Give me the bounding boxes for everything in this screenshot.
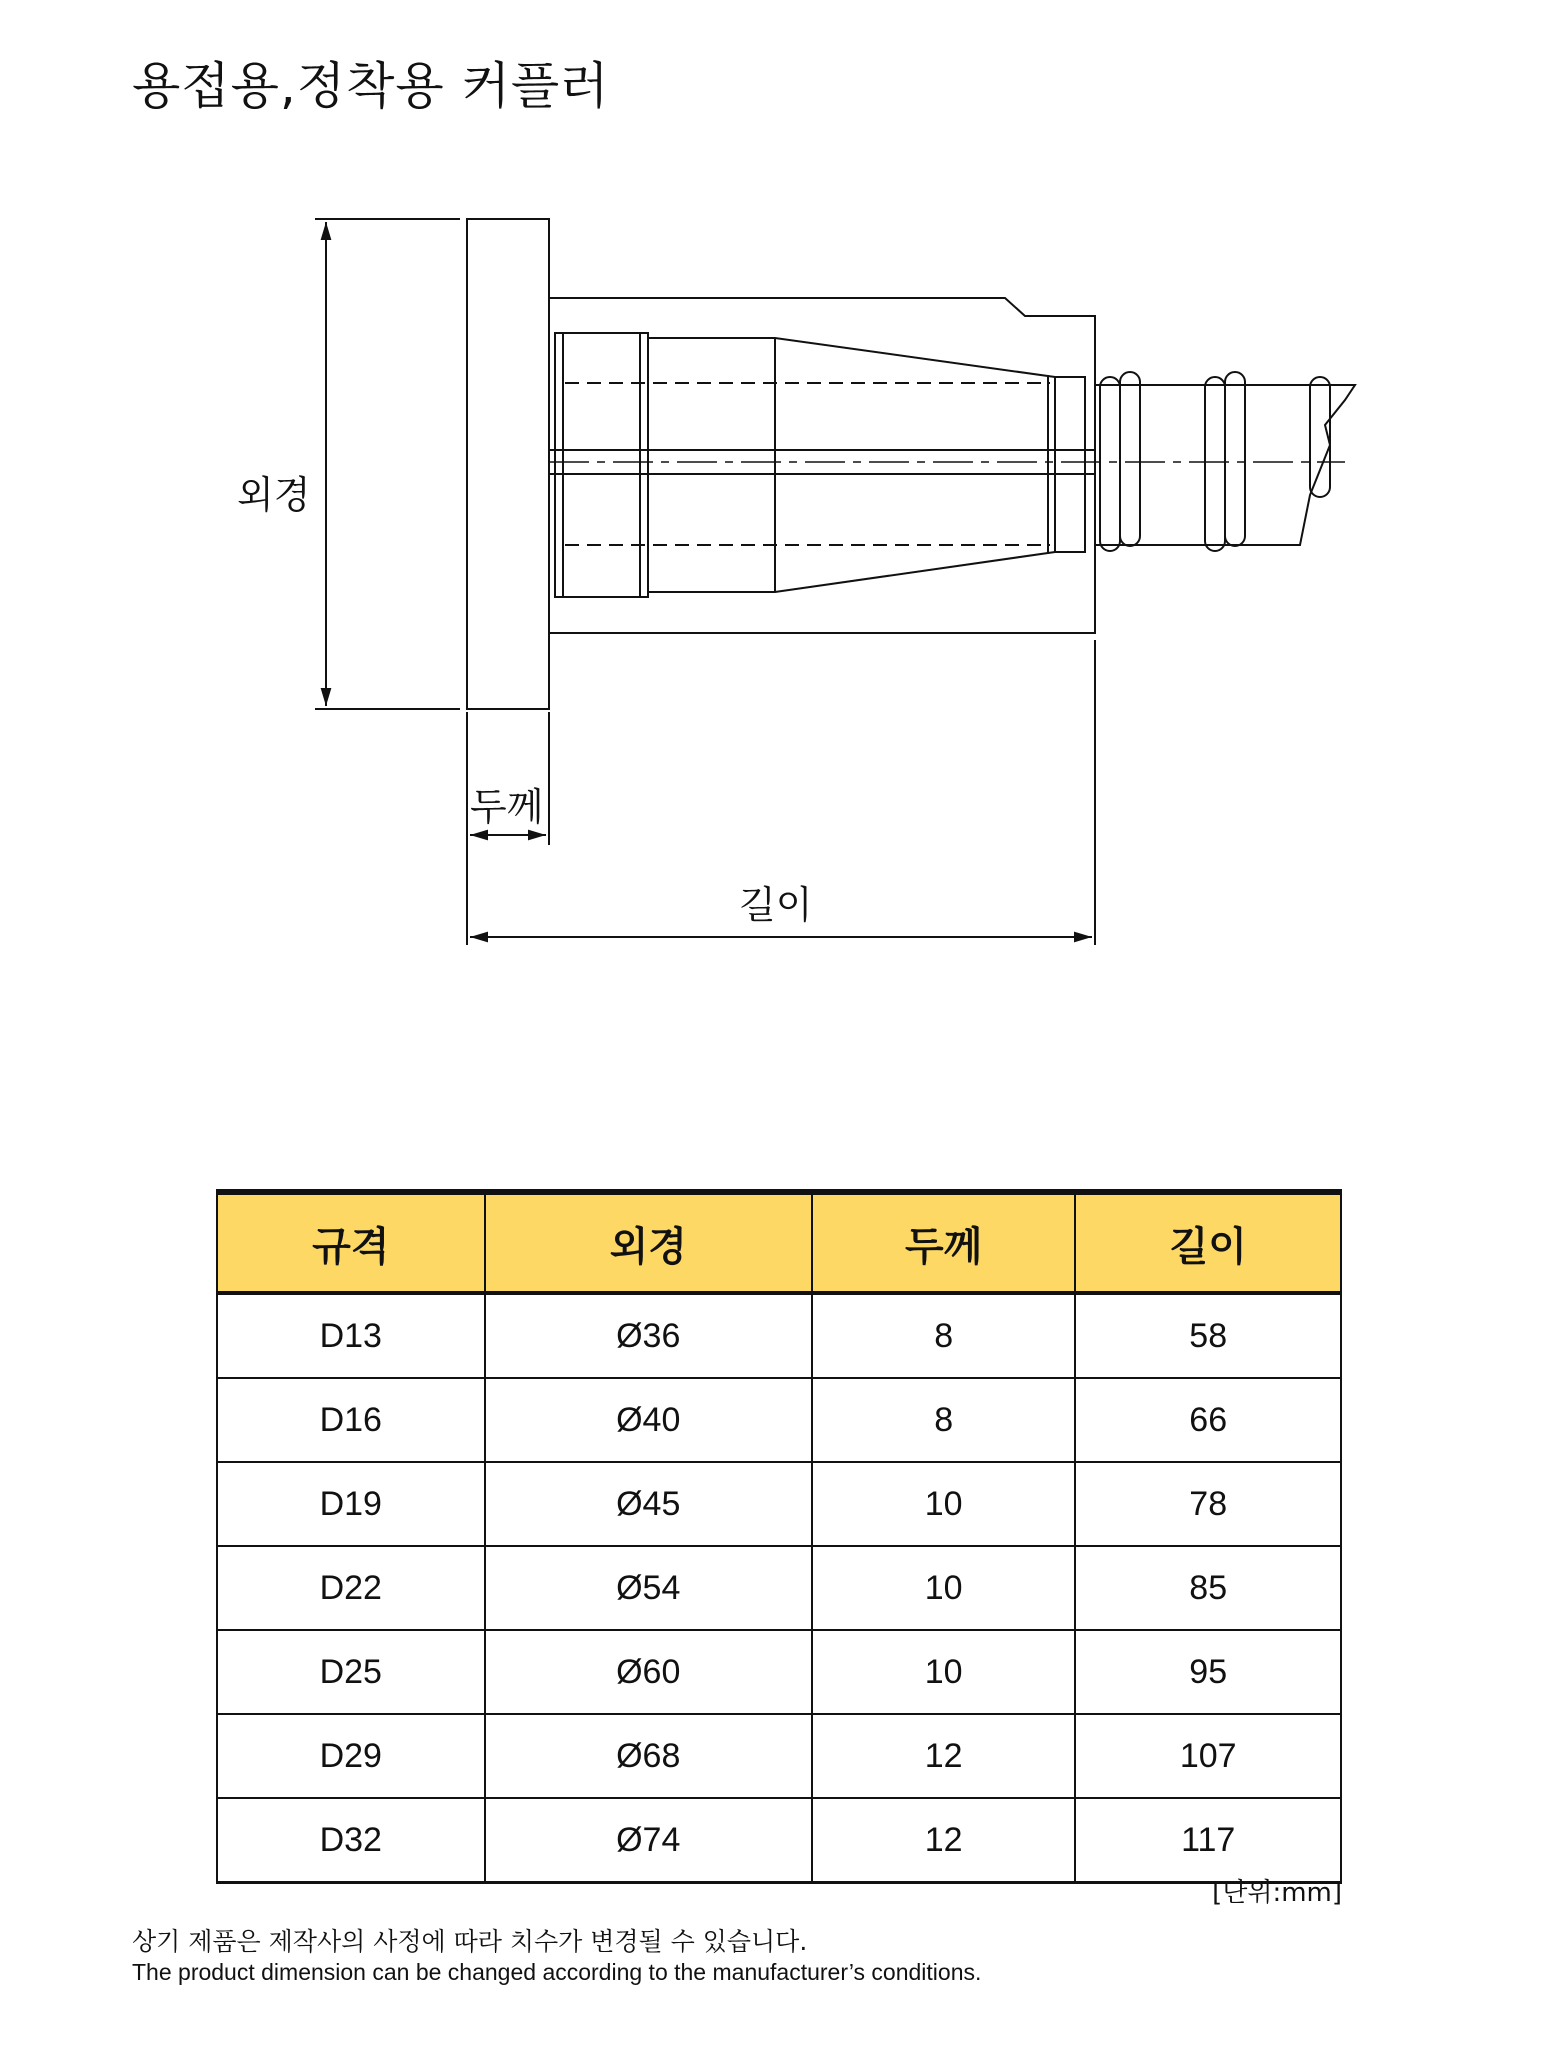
cell-outer-diameter: Ø74 — [485, 1798, 812, 1883]
table-row — [217, 1714, 1341, 1798]
footnote-english: The product dimension can be changed according to the manufacturer’s conditions. — [132, 1959, 982, 1985]
thickness-label: 두께 — [470, 785, 544, 829]
cell-spec: D29 — [217, 1714, 485, 1798]
taper-bore — [648, 338, 1055, 592]
header-length: 길이 — [1075, 1192, 1341, 1293]
cell-spec: D13 — [217, 1293, 485, 1378]
table-row — [217, 1293, 1341, 1378]
table-row — [217, 1798, 1341, 1883]
cell-length: 95 — [1075, 1630, 1341, 1714]
table-row — [217, 1378, 1341, 1462]
cell-length: 66 — [1075, 1378, 1341, 1462]
cell-outer-diameter: Ø54 — [485, 1546, 812, 1630]
coupler-technical-drawing — [0, 0, 1559, 1000]
cell-spec: D22 — [217, 1546, 485, 1630]
table-row — [217, 1630, 1341, 1714]
cell-thickness: 10 — [812, 1462, 1076, 1546]
length-label: 길이 — [739, 883, 813, 927]
cell-outer-diameter: Ø60 — [485, 1630, 812, 1714]
unit-note: [단위:mm] — [1212, 1878, 1342, 1908]
cell-length: 85 — [1075, 1546, 1341, 1630]
page-title: 용접용,정착용 커플러 — [132, 57, 610, 115]
cell-thickness: 10 — [812, 1546, 1076, 1630]
flange-plate — [467, 219, 549, 709]
header-spec: 규격 — [217, 1192, 485, 1293]
cell-thickness: 12 — [812, 1798, 1076, 1883]
cell-spec: D25 — [217, 1630, 485, 1714]
cell-thickness: 8 — [812, 1293, 1076, 1378]
table-header-row — [217, 1192, 1341, 1293]
spec-table — [216, 1189, 1342, 1884]
cell-outer-diameter: Ø40 — [485, 1378, 812, 1462]
coupler-body — [549, 298, 1095, 633]
cell-thickness: 12 — [812, 1714, 1076, 1798]
header-thickness: 두께 — [812, 1192, 1076, 1293]
cell-length: 107 — [1075, 1714, 1341, 1798]
cell-thickness: 10 — [812, 1630, 1076, 1714]
cell-length: 58 — [1075, 1293, 1341, 1378]
cell-outer-diameter: Ø68 — [485, 1714, 812, 1798]
cell-thickness: 8 — [812, 1378, 1076, 1462]
header-outer-diameter: 외경 — [485, 1192, 812, 1293]
cell-spec: D19 — [217, 1462, 485, 1546]
table-row — [217, 1546, 1341, 1630]
cell-length: 117 — [1075, 1798, 1341, 1883]
cell-spec: D16 — [217, 1378, 485, 1462]
cell-outer-diameter: Ø36 — [485, 1293, 812, 1378]
table-row — [217, 1462, 1341, 1546]
cell-outer-diameter: Ø45 — [485, 1462, 812, 1546]
cell-spec: D32 — [217, 1798, 485, 1883]
footnote-korean: 상기 제품은 제작사의 사정에 따라 치수가 변경될 수 있습니다. — [132, 1927, 808, 1956]
outer-diameter-label: 외경 — [237, 473, 311, 517]
threaded-bore — [555, 333, 648, 597]
cell-length: 78 — [1075, 1462, 1341, 1546]
